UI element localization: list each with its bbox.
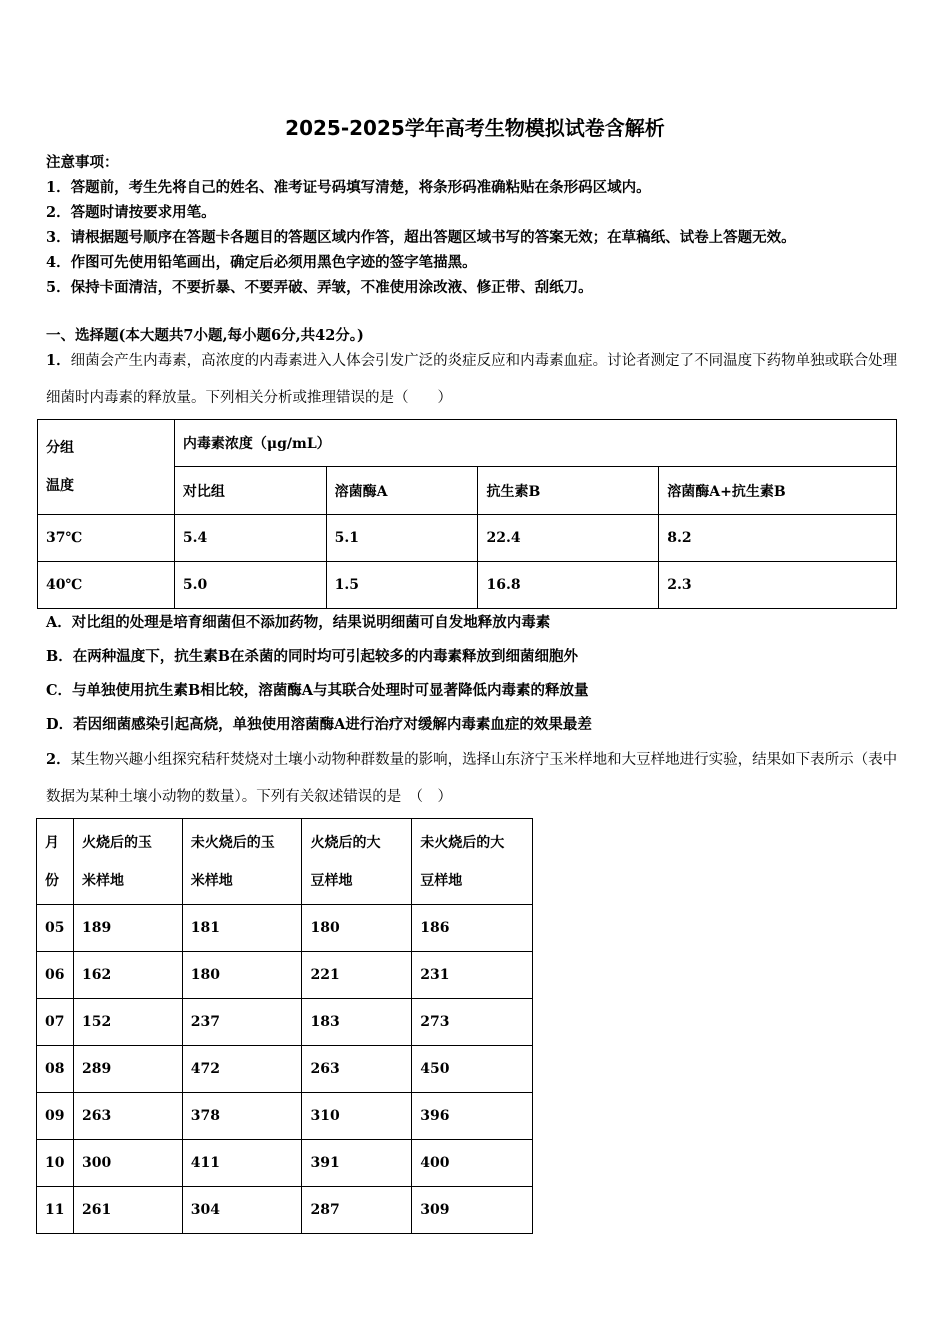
month-cell: 07 — [37, 999, 74, 1046]
table-header-row — [37, 819, 533, 905]
value-cell: 186 — [412, 905, 533, 952]
temp-cell: 37℃ — [38, 515, 175, 562]
value-cell: 378 — [182, 1093, 302, 1140]
value-cell: 180 — [182, 952, 302, 999]
question-1-text: 细菌会产生内毒素，高浓度的内毒素进入人体会引发广泛的炎症反应和内毒素血症。讨论者测定了不同温度下药物单独或联合处理细菌时内毒素的释放量。下列相关分析或推理错误的是（ ） — [46, 353, 898, 406]
header-line: 米样地 — [81, 872, 124, 889]
notice-item: 2．答题时请按要求用笔。 — [46, 204, 216, 221]
value-cell: 400 — [412, 1140, 533, 1187]
value-cell: 237 — [182, 999, 302, 1046]
table-row — [37, 952, 533, 999]
value-cell: 391 — [302, 1140, 412, 1187]
value-cell: 8.2 — [659, 515, 897, 562]
section-heading: 一、选择题(本大题共7小题,每小题6分,共42分。) — [46, 327, 364, 344]
value-cell: 263 — [73, 1093, 182, 1140]
value-cell: 289 — [73, 1046, 182, 1093]
table-row — [37, 905, 533, 952]
column-header: 抗生素B — [478, 467, 659, 515]
month-cell: 08 — [37, 1046, 74, 1093]
value-cell: 304 — [182, 1187, 302, 1234]
header-line: 豆样地 — [420, 872, 463, 889]
header-cell — [73, 819, 182, 905]
table-row — [37, 999, 533, 1046]
option-b: B．在两种温度下，抗生素B在杀菌的同时均可引起较多的内毒素释放到细菌细胞外 — [46, 648, 579, 665]
value-cell: 309 — [412, 1187, 533, 1234]
notice-item: 4．作图可先使用铅笔画出，确定后必须用黑色字迹的签字笔描黑。 — [46, 254, 477, 271]
temp-cell: 40℃ — [38, 562, 175, 609]
value-cell: 5.4 — [174, 515, 326, 562]
question-1-number: 1． — [46, 352, 71, 369]
value-cell: 300 — [73, 1140, 182, 1187]
table-row — [38, 515, 897, 562]
month-cell: 10 — [37, 1140, 74, 1187]
column-header: 对比组 — [174, 467, 326, 515]
column-header: 溶菌酶A+抗生素B — [659, 467, 897, 515]
row-header-cell — [38, 420, 175, 515]
value-cell: 189 — [73, 905, 182, 952]
table-row — [37, 1187, 533, 1234]
value-cell: 181 — [182, 905, 302, 952]
value-cell: 472 — [182, 1046, 302, 1093]
value-cell: 450 — [412, 1046, 533, 1093]
header-line: 未火烧后的大 — [420, 834, 505, 851]
notice-item: 1．答题前，考生先将自己的姓名、准考证号码填写清楚，将条形码准确粘贴在条形码区域内。 — [46, 179, 651, 196]
value-cell: 411 — [182, 1140, 302, 1187]
header-cell — [37, 819, 74, 905]
row-header-temp: 温度 — [46, 478, 74, 494]
value-cell: 1.5 — [326, 562, 478, 609]
header-line: 火烧后的玉 — [81, 834, 152, 851]
option-a: A．对比组的处理是培育细菌但不添加药物，结果说明细菌可自发地释放内毒素 — [46, 614, 551, 631]
header-cell — [302, 819, 412, 905]
month-cell: 09 — [37, 1093, 74, 1140]
question-2-number: 2． — [46, 751, 71, 768]
value-cell: 263 — [302, 1046, 412, 1093]
value-cell: 180 — [302, 905, 412, 952]
group-header: 内毒素浓度（μg/mL） — [174, 420, 896, 467]
option-c: C．与单独使用抗生素B相比较，溶菌酶A与其联合处理时可显著降低内毒素的释放量 — [46, 682, 589, 699]
notice-item: 5．保持卡面清洁，不要折暴、不要弄破、弄皱，不准使用涂改液、修正带、刮纸刀。 — [46, 279, 593, 296]
header-line: 份 — [45, 872, 59, 889]
column-header: 溶菌酶A — [326, 467, 478, 515]
table-row — [37, 1093, 533, 1140]
month-cell: 06 — [37, 952, 74, 999]
notice-item: 3．请根据题号顺序在答题卡各题目的答题区域内作答，超出答题区域书写的答案无效；在草稿纸、试卷上答题无效。 — [46, 229, 796, 246]
value-cell: 5.0 — [174, 562, 326, 609]
value-cell: 310 — [302, 1093, 412, 1140]
value-cell: 22.4 — [478, 515, 659, 562]
notice-heading: 注意事项： — [46, 154, 119, 171]
question-2-text: 某生物兴趣小组探究秸秆焚烧对土壤小动物种群数量的影响，选择山东济宁玉米样地和大豆样地进行实验，结果如下表所示（表中数据为某种土壤小动物的数量）。下列有关叙述错误的是 （ ） — [46, 752, 898, 805]
table-row — [37, 1046, 533, 1093]
row-header-group: 分组 — [46, 440, 74, 456]
header-line: 月 — [45, 834, 59, 851]
header-line: 豆样地 — [310, 872, 353, 889]
question-1-table — [37, 419, 897, 609]
value-cell: 2.3 — [659, 562, 897, 609]
value-cell: 261 — [73, 1187, 182, 1234]
value-cell: 273 — [412, 999, 533, 1046]
page-title: 2025-2025学年高考生物模拟试卷含解析 — [285, 116, 665, 140]
month-cell: 05 — [37, 905, 74, 952]
header-line: 米样地 — [190, 872, 233, 889]
month-cell: 11 — [37, 1187, 74, 1234]
value-cell: 183 — [302, 999, 412, 1046]
header-cell — [412, 819, 533, 905]
value-cell: 221 — [302, 952, 412, 999]
value-cell: 5.1 — [326, 515, 478, 562]
notice-block — [46, 150, 916, 300]
question-2-table — [36, 818, 533, 1234]
question-1-options — [46, 606, 906, 742]
table-row — [38, 562, 897, 609]
value-cell: 16.8 — [478, 562, 659, 609]
question-2-stem — [46, 741, 906, 816]
table-row — [37, 1140, 533, 1187]
question-1-stem — [46, 342, 906, 417]
value-cell: 152 — [73, 999, 182, 1046]
header-line: 未火烧后的玉 — [190, 834, 275, 851]
header-cell — [182, 819, 302, 905]
value-cell: 162 — [73, 952, 182, 999]
option-d: D．若因细菌感染引起高烧，单独使用溶菌酶A进行治疗对缓解内毒素血症的效果最差 — [46, 716, 592, 733]
value-cell: 287 — [302, 1187, 412, 1234]
header-line: 火烧后的大 — [310, 834, 381, 851]
value-cell: 396 — [412, 1093, 533, 1140]
value-cell: 231 — [412, 952, 533, 999]
